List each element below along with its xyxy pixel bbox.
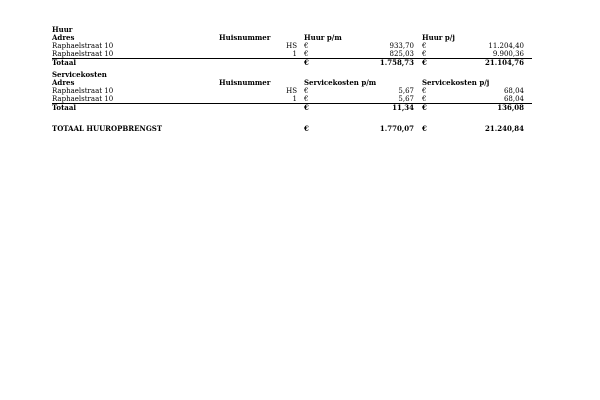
- cell-servicekosten-pj: 68,04: [503, 87, 524, 95]
- euro-sign: €: [422, 124, 427, 133]
- huur-total-row: [52, 58, 532, 67]
- euro-sign: €: [422, 95, 427, 103]
- section-title: Huur: [52, 25, 73, 34]
- header-huur-pm: Huur p/m: [304, 33, 342, 42]
- euro-sign: €: [304, 58, 309, 67]
- table-row: [52, 95, 532, 103]
- euro-sign: €: [304, 50, 309, 58]
- cell-huisnummer: HS: [286, 87, 297, 95]
- cell-adres: Raphaelstraat 10: [52, 87, 114, 95]
- cell-huur-pm: 933,70: [389, 42, 414, 50]
- euro-sign: €: [304, 103, 309, 112]
- cell-adres: Raphaelstraat 10: [52, 42, 114, 50]
- huur-section-title: [52, 26, 532, 34]
- section-title: Servicekosten: [52, 70, 107, 79]
- total-huur-pj: 21.104,76: [485, 58, 524, 67]
- cell-adres: Raphaelstraat 10: [52, 95, 114, 103]
- cell-huur-pj: 9.900,36: [492, 50, 524, 58]
- euro-sign: €: [422, 87, 427, 95]
- grand-total-pm: 1.770,07: [379, 124, 414, 133]
- table-row: [52, 87, 532, 95]
- servicekosten-total-row: [52, 103, 532, 112]
- euro-sign: €: [304, 95, 309, 103]
- grand-total-pj: 21.240,84: [485, 124, 524, 133]
- total-label: Totaal: [52, 103, 77, 112]
- cell-servicekosten-pj: 68,04: [503, 95, 524, 103]
- cell-huisnummer: HS: [286, 42, 297, 50]
- rent-summary-sheet: [52, 26, 532, 133]
- header-huisnummer: Huisnummer: [219, 33, 271, 42]
- table-row: [52, 50, 532, 58]
- euro-sign: €: [304, 42, 309, 50]
- grand-total-label: TOTAAL HUUROPBRENGST: [52, 124, 163, 133]
- header-adres: Adres: [52, 78, 75, 87]
- euro-sign: €: [422, 58, 427, 67]
- total-huur-pm: 1.758,73: [379, 58, 414, 67]
- header-adres: Adres: [52, 33, 75, 42]
- header-servicekosten-pj: Servicekosten p/j: [422, 78, 490, 87]
- header-huisnummer: Huisnummer: [219, 78, 271, 87]
- euro-sign: €: [422, 50, 427, 58]
- cell-huisnummer: 1: [292, 95, 297, 103]
- table-row: [52, 42, 532, 50]
- cell-huisnummer: 1: [292, 50, 297, 58]
- euro-sign: €: [304, 124, 309, 133]
- huur-header-row: [52, 34, 532, 42]
- grand-total-row: [52, 125, 532, 133]
- header-huur-pj: Huur p/j: [422, 33, 455, 42]
- cell-adres: Raphaelstraat 10: [52, 50, 114, 58]
- euro-sign: €: [422, 42, 427, 50]
- euro-sign: €: [422, 103, 427, 112]
- servicekosten-header-row: [52, 79, 532, 87]
- cell-servicekosten-pm: 5,67: [398, 87, 414, 95]
- cell-servicekosten-pm: 5,67: [398, 95, 414, 103]
- total-label: Totaal: [52, 58, 77, 67]
- cell-huur-pm: 825,03: [389, 50, 414, 58]
- total-servicekosten-pj: 136,08: [497, 103, 524, 112]
- cell-huur-pj: 11.204,40: [488, 42, 524, 50]
- header-servicekosten-pm: Servicekosten p/m: [304, 78, 377, 87]
- euro-sign: €: [304, 87, 309, 95]
- total-servicekosten-pm: 11,34: [392, 103, 414, 112]
